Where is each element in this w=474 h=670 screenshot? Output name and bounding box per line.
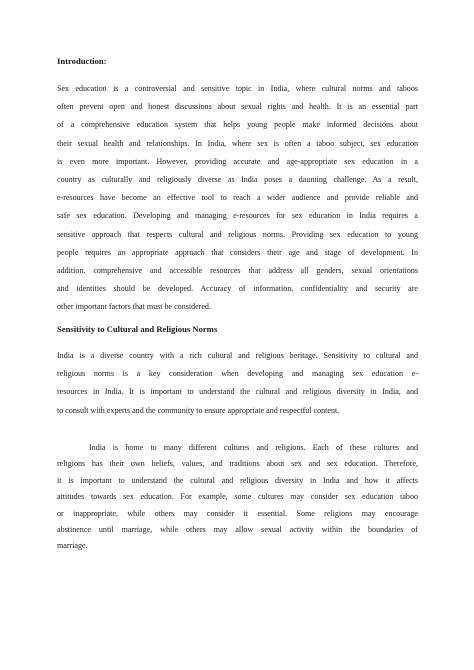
paragraph-line: their sexual health and relationships. In India, where sex is often a taboo subject, sex education [57, 138, 418, 148]
paragraph-line: sensitive approach that respects cultural and religious norms. Providing sex education to young [57, 229, 418, 239]
paragraph-line: people requires an appropriate approach that considers their age and stage of development. In [57, 247, 418, 257]
paragraph-line: or inappropriate, while others may consider it essential. Some religions may encourage [57, 508, 418, 518]
paragraph-line: resources in India. It is important to understand the cultural and religious diversity in India, and [57, 387, 418, 397]
paragraph-line: addition, comprehensive and accessible resources that address all genders, sexual orientations [57, 265, 418, 275]
paragraph-line: attitudes towards sex education. For example, some cultures may consider sex education taboo [57, 492, 418, 502]
paragraph-line: it is important to understand the cultural and religious diversity in India and how it affects [57, 475, 418, 485]
paragraph-line: is even more important. However, providing accurate and age-appropriate sex education in a [57, 156, 418, 166]
paragraph-line: India is a diverse country with a rich cultural and religious heritage. Sensitivity to cultural and [57, 351, 418, 360]
paragraph-line: safe sex education. Developing and managing e-resources for sex education in India requires a [57, 211, 418, 221]
paragraph-line: religious norms is a key consideration when developing and managing sex education e- [57, 369, 418, 379]
paragraph-line: of a comprehensive education system that helps young people make informed decisions about [57, 120, 418, 130]
paragraph-line: Sex education is a controversial and sensitive topic in India, where cultural norms and taboos [57, 84, 418, 93]
paragraph-line: country as culturally and religiously diverse as India poses a daunting challenge. As a result, [57, 174, 418, 184]
paragraph-line: e-resources have become an effective tool to reach a wider audience and provide reliable and [57, 193, 418, 203]
introduction-heading: Introduction: [57, 56, 107, 66]
paragraph-line: other important factors that must be considered. [57, 302, 211, 312]
paragraph-line: India is home to many different cultures and religions. Each of these cultures and [89, 443, 418, 452]
paragraph-line: abstinence until marriage, while others may allow sexual activity within the boundaries of [57, 524, 418, 534]
paragraph-line: often prevent open and honest discussions about sexual rights and health. It is an essential part [57, 102, 418, 112]
paragraph-line: and identities should be developed. Accuracy of information, confidentiality and security are [57, 284, 418, 294]
paragraph-line: to consult with experts and the community to ensure appropriate and respectful content. [57, 405, 340, 415]
introduction-paragraph [57, 80, 418, 316]
sensitivity-heading: Sensitivity to Cultural and Religious Norms [57, 324, 218, 334]
sensitivity-paragraph [57, 347, 418, 420]
paragraph-line: marriage. [57, 541, 88, 551]
paragraph-line: religions has their own beliefs, values, and traditions about sex and sex education. Therefore, [57, 459, 418, 469]
diversity-paragraph [57, 440, 418, 555]
